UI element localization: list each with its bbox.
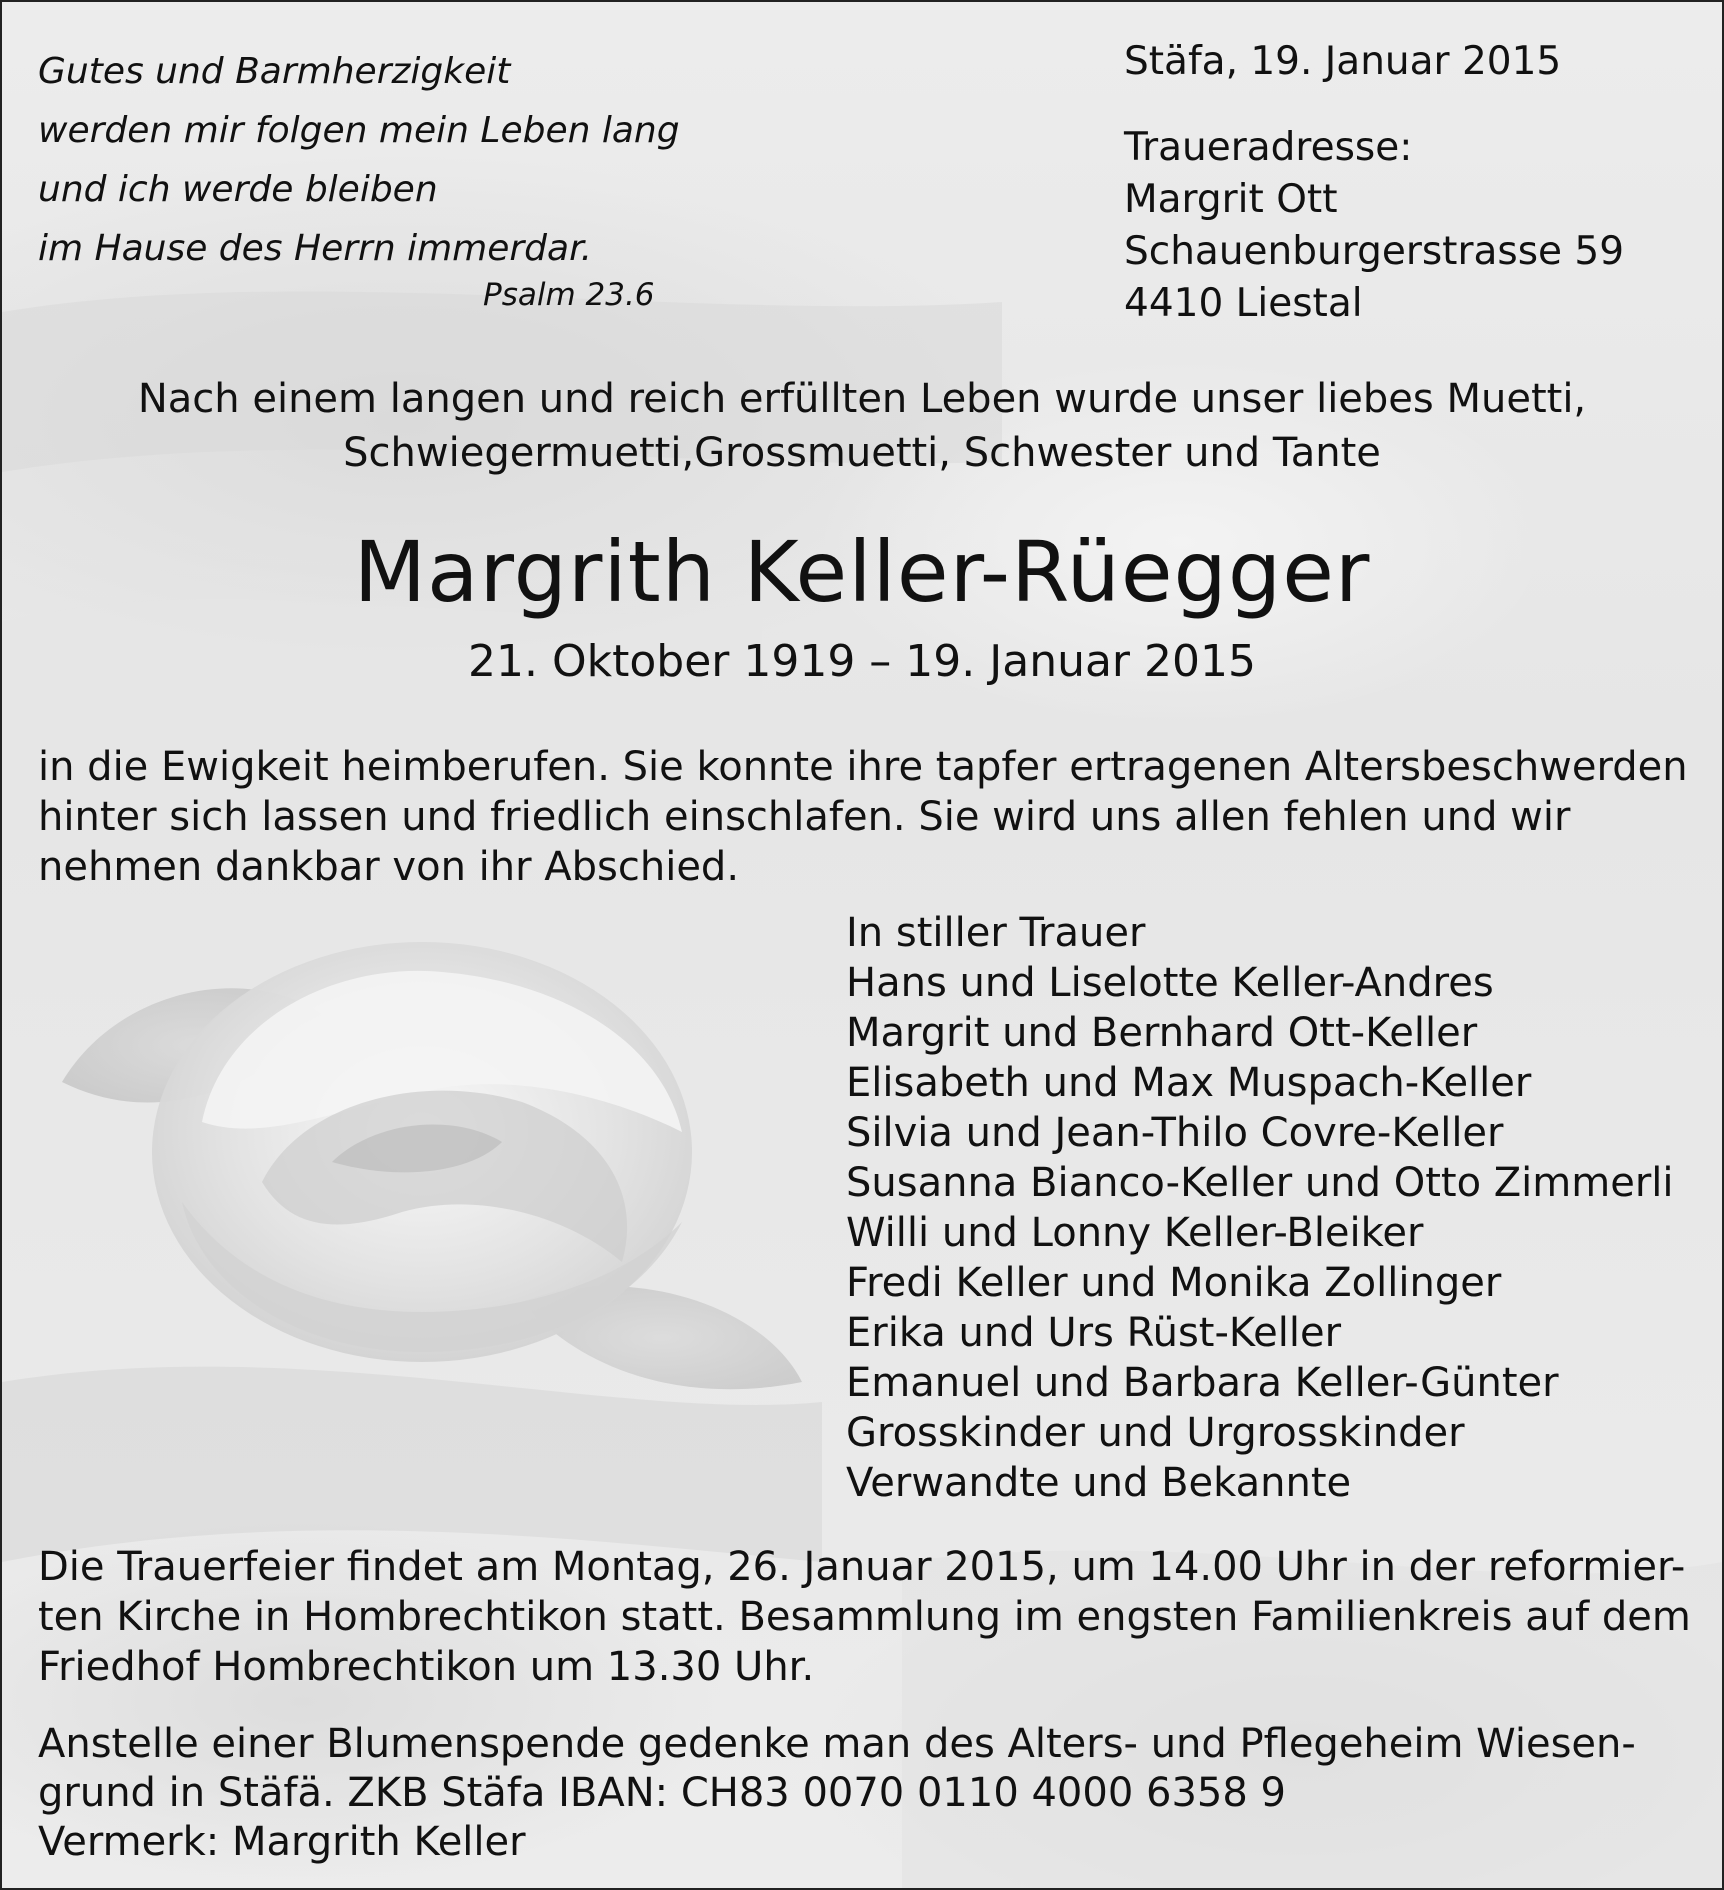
intro-line: Schwiegermuetti,Grossmuetti, Schwester und Tante — [343, 430, 1381, 476]
life-dates: 21. Oktober 1919 – 19. Januar 2015 — [468, 636, 1256, 687]
mourners-heading: In stiller Trauer — [846, 910, 1146, 956]
intro-text — [2, 372, 1722, 480]
mourner-name: Willi und Lonny Keller-Bleiker — [846, 1210, 1424, 1256]
donation-line: Anstelle einer Blumenspende gedenke man des Alters- und Pflegeheim Wiesen- — [38, 1721, 1636, 1767]
body-line: in die Ewigkeit heimberufen. Sie konnte ihre tapfer ertragenen Altersbeschwerden — [38, 744, 1688, 790]
donation-text — [38, 1720, 1636, 1867]
mourner-name: Elisabeth und Max Muspach-Keller — [846, 1060, 1532, 1106]
mourner-name: Silvia und Jean-Thilo Covre-Keller — [846, 1110, 1504, 1156]
mourner-name: Hans und Liselotte Keller-Andres — [846, 960, 1494, 1006]
deceased-name: Margrith Keller-Rüegger — [353, 523, 1371, 621]
mourner-name: Erika und Urs Rüst-Keller — [846, 1310, 1342, 1356]
mourner-name: Fredi Keller und Monika Zollinger — [846, 1260, 1502, 1306]
mourners-list — [846, 908, 1674, 1508]
psalm-line: werden mir folgen mein Leben lang — [38, 110, 680, 151]
mourner-name: Susanna Bianco-Keller und Otto Zimmerli — [846, 1160, 1674, 1206]
service-line: ten Kirche in Hombrechtikon statt. Besammlung im engsten Familienkreis auf dem — [38, 1594, 1691, 1640]
intro-line: Nach einem langen und reich erfüllten Leben wurde unser liebes Muetti, — [137, 376, 1587, 422]
psalm-reference: Psalm 23.6 — [483, 277, 655, 313]
body-line: hinter sich lassen und friedlich einschlafen. Sie wird uns allen fehlen und wir — [38, 794, 1571, 840]
donation-line: grund in Stäfä. ZKB Stäfa IBAN: CH83 0070 0110 4000 6358 9 — [38, 1770, 1286, 1816]
address-line: Schauenburgerstrasse 59 — [1124, 229, 1625, 274]
psalm-quote — [38, 42, 680, 278]
body-line: nehmen dankbar von ihr Abschied. — [38, 844, 740, 890]
mourner-name: Verwandte und Bekannte — [846, 1460, 1352, 1506]
address-line: 4410 Liestal — [1124, 281, 1363, 326]
mourner-name: Margrit und Bernhard Ott-Keller — [846, 1010, 1478, 1056]
service-line: Die Trauerfeier findet am Montag, 26. Januar 2015, um 14.00 Uhr in der reformier- — [38, 1544, 1686, 1590]
psalm-line: im Hause des Herrn immerdar. — [38, 228, 593, 269]
psalm-line: und ich werde bleiben — [38, 169, 438, 210]
mourner-name: Grosskinder und Urgrosskinder — [846, 1410, 1465, 1456]
address-label: Traueradresse: — [1124, 125, 1413, 170]
donation-line: Vermerk: Margrith Keller — [38, 1819, 526, 1865]
psalm-line: Gutes und Barmherzigkeit — [38, 51, 511, 92]
service-line: Friedhof Hombrechtikon um 13.30 Uhr. — [38, 1644, 815, 1690]
place-date: Stäfa, 19. Januar 2015 — [1124, 39, 1562, 84]
mourner-name: Emanuel und Barbara Keller-Günter — [846, 1360, 1559, 1406]
address-line: Margrit Ott — [1124, 177, 1338, 222]
mourning-address — [1124, 122, 1624, 330]
body-text — [38, 742, 1688, 892]
funeral-service-text — [38, 1542, 1691, 1692]
